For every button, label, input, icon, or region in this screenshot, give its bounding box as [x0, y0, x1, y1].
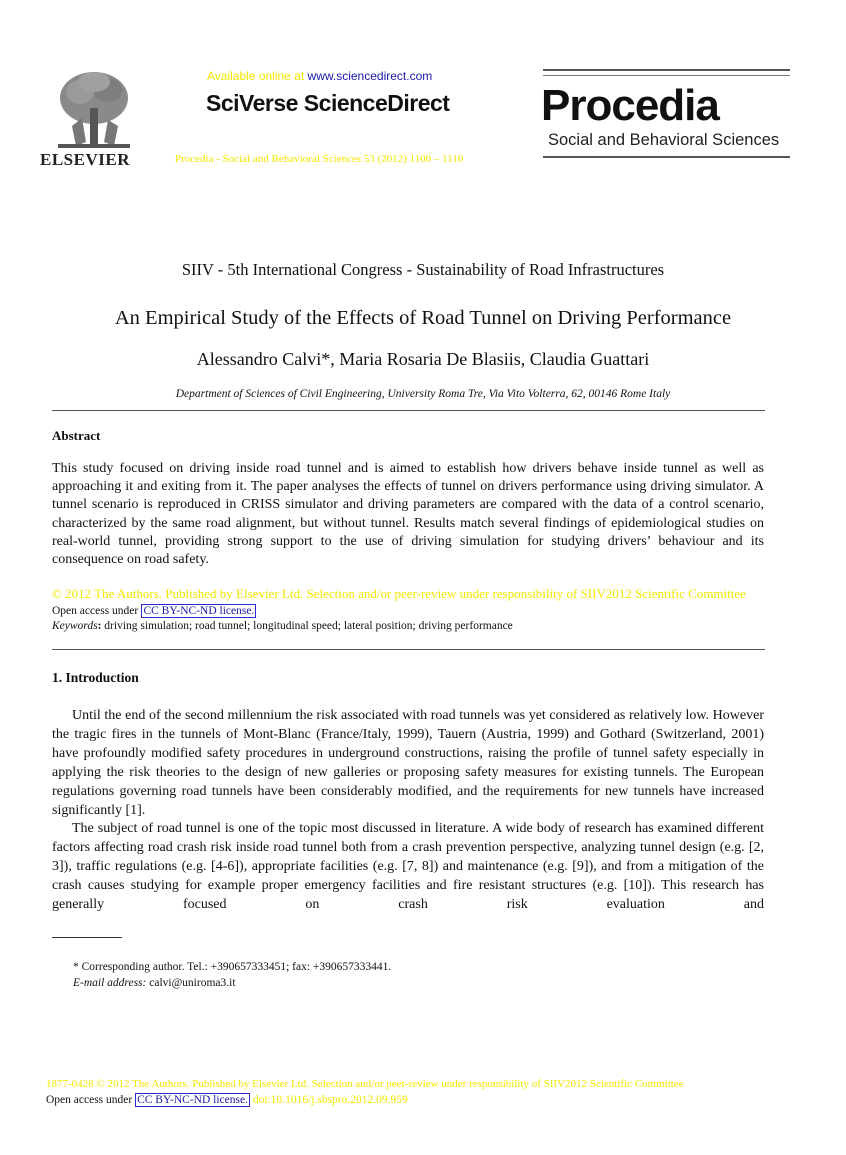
- abstract-heading: Abstract: [52, 428, 101, 443]
- journal-citation: Procedia - Social and Behavioral Sciences 53 (2012) 1100 – 1110: [175, 153, 464, 165]
- paper-title: An Empirical Study of the Effects of Road Tunnel on Driving Performance: [114, 307, 732, 329]
- introduction-body: [52, 707, 764, 915]
- procedia-bottom-rule: [543, 156, 790, 158]
- sciencedirect-link[interactable]: www.sciencedirect.com: [307, 69, 433, 83]
- license-link[interactable]: CC BY-NC-ND license.: [143, 604, 255, 617]
- procedia-title: Procedia: [541, 81, 719, 130]
- affiliation: Department of Sciences of Civil Engineering, University Roma Tre, Via Vito Volterra, 62, 00146 Rome Italy: [175, 388, 671, 400]
- keywords-label: Keywords: [52, 620, 98, 632]
- copyright-notice: [52, 586, 764, 619]
- keywords-list: driving simulation; road tunnel; longitudinal speed; lateral position; driving performance: [104, 620, 513, 632]
- divider: [52, 649, 765, 650]
- corresponding-author: * Corresponding author. Tel.: +390657333451; fax: +390657333441.: [73, 961, 392, 973]
- abstract-body: This study focused on driving inside road tunnel and is aimed to establish how drivers behave inside tunnel as well as approaching it and exiting from it. The paper analyses the effects of tunnel on drivers performance using driving simulator. A tunnel scenario is reproduced in CRISS simulator and driving parameters are compared with the data of a control scenario, characterized by the same road alignment, but without tunnel. Results match several findings of epidemiological studies on real-world tunnel, providing strong support to the use of driving simulation for studying drivers’ behaviour and its consequence on road safety.: [52, 461, 764, 568]
- divider: [52, 410, 765, 411]
- open-access-label: Open access under: [46, 1094, 133, 1106]
- footnote: [73, 959, 391, 991]
- email-address[interactable]: calvi@uniroma3.it: [149, 977, 236, 989]
- congress-title: SIIV - 5th International Congress - Sustainability of Road Infrastructures: [181, 260, 665, 279]
- bottom-open-access: [46, 1094, 408, 1106]
- procedia-top-rule: [543, 69, 790, 71]
- procedia-subtitle: Social and Behavioral Sciences: [548, 131, 780, 149]
- open-access-label: Open access under: [52, 604, 139, 617]
- email-label: E-mail address:: [73, 977, 147, 989]
- doi[interactable]: doi:10.1016/j.sbspro.2012.09.959: [252, 1094, 408, 1106]
- license-link[interactable]: CC BY-NC-ND license.: [137, 1094, 248, 1106]
- copyright-text: © 2012 The Authors. Published by Elsevier Ltd. Selection and/or peer-review under responsibility of SIIV2012 Scientific Committee: [52, 586, 746, 601]
- section-heading: 1. Introduction: [52, 670, 139, 685]
- sciverse-brand: SciVerse ScienceDirect: [206, 90, 450, 116]
- paragraph: The subject of road tunnel is one of the topic most discussed in literature. A wide body of research has examined different factors affecting road crash risk inside road tunnel both from a crash prevention perspective, analyzing tunnel design (e.g. [2, 3]), traffic regulations (e.g. [4-6]), appropriate facilities (e.g. [7, 8]) and maintenance (e.g. [9]), and from a mitigation of the crash causes studying for example proper emergency facilities and fire resistant structures (e.g. [10]). This research has generally focused on crash risk evaluation and: [52, 821, 764, 913]
- available-prefix: Available online at: [207, 69, 308, 83]
- authors: Alessandro Calvi*, Maria Rosaria De Blasiis, Claudia Guattari: [196, 349, 650, 369]
- keywords: Keywords: driving simulation; road tunnel; longitudinal speed; lateral position; driving performance: [52, 620, 513, 632]
- footnote-rule: [52, 937, 122, 938]
- procedia-top-rule-thin: [543, 75, 790, 76]
- paragraph: Until the end of the second millennium the risk associated with road tunnels was yet considered as relatively low. However the tragic fires in the tunnels of Mont-Blanc (France/Italy, 1999), Tauern (Austria, 1999) and Gothard (Switzerland, 2001) have profoundly modified safety procedures in underground constructions, raising the profile of tunnel safety especially in applying the risk theories to the design of new galleries or proposing safety measures for existing tunnels. The European regulations governing road tunnels have been considerably modified, and the requirements for new tunnels have increased significantly [1].: [52, 708, 764, 818]
- available-online: [207, 69, 432, 83]
- issn-copyright: 1877-0428 © 2012 The Authors. Published by Elsevier Ltd. Selection and/or peer-review under responsibility of SIIV2012 Scientific Committee: [46, 1078, 684, 1090]
- publisher-wordmark: ELSEVIER: [40, 150, 130, 169]
